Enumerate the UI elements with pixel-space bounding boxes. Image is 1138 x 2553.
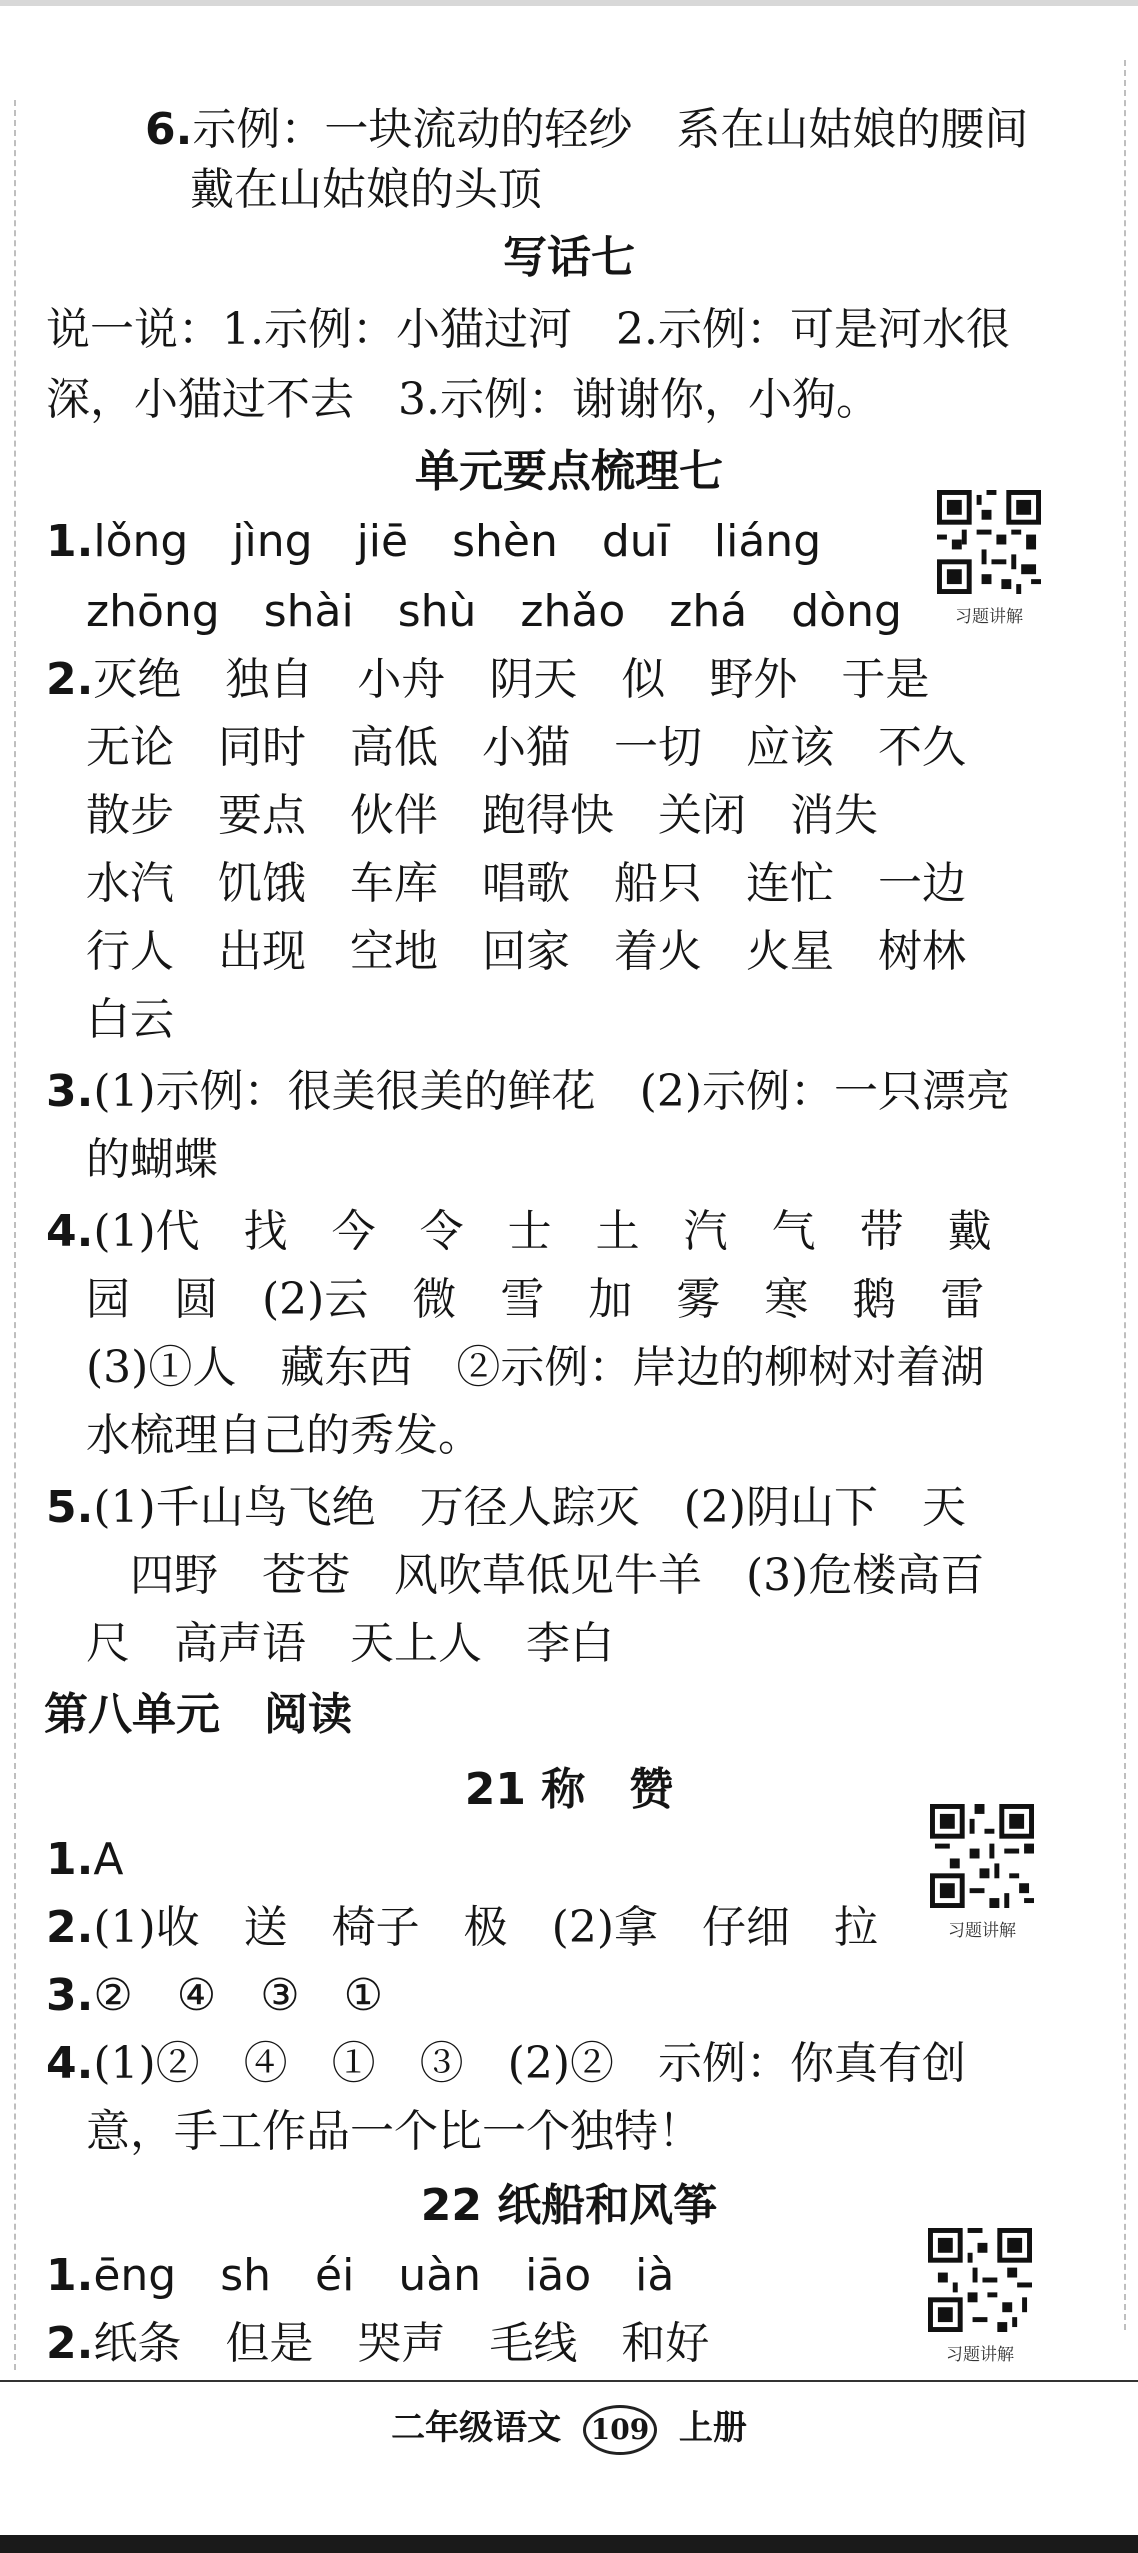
answer-line: 水汽 饥饿 车库 唱歌 船只 连忙 一边 <box>86 858 966 909</box>
right-dashed-border <box>1124 60 1126 2330</box>
answer-line: 2.灭绝 独自 小舟 阴天 似 野外 于是 <box>46 654 930 705</box>
pinyin-line: 1.ēng sh éi uàn iāo ià <box>46 2250 675 2301</box>
answer-line: 说一说：1.示例：小猫过河 2.示例：可是河水很 <box>46 304 1010 355</box>
answer-line: 尺 高声语 天上人 李白 <box>86 1618 614 1669</box>
answer-line: 散步 要点 伙伴 跑得快 关闭 消失 <box>86 790 878 841</box>
answer-line: 5.(1)千山鸟飞绝 万径人踪灭 (2)阴山下 天 <box>46 1482 966 1533</box>
qr-caption: 习题讲解 <box>946 2345 1014 2365</box>
answer-line: 行人 出现 空地 回家 着火 火星 树林 <box>86 926 966 977</box>
answer-line: 2.(1)收 送 椅子 极 (2)拿 仔细 拉 <box>46 1902 878 1953</box>
qr-caption: 习题讲解 <box>948 1921 1016 1941</box>
section-heading: 写话七 <box>503 232 635 283</box>
footer-subject: 二年级语文 <box>391 2408 562 2448</box>
top-edge <box>0 0 1138 6</box>
answer-line: 3.② ④ ③ ① <box>46 1970 384 2021</box>
page-number: 109 <box>583 2405 657 2455</box>
pinyin-line: 1.lǒng jìng jiē shèn duī liáng <box>46 516 822 567</box>
footer-volume: 上册 <box>678 2408 747 2448</box>
page-footer <box>0 2400 1138 2455</box>
answer-line: 意，手工作品一个比一个独特！ <box>86 2106 702 2157</box>
qr-code-icon[interactable] <box>926 2228 1034 2332</box>
qr-code-icon[interactable] <box>935 490 1043 594</box>
section-heading: 单元要点梳理七 <box>415 446 723 497</box>
bottom-edge <box>0 2535 1138 2553</box>
answer-line: 1.A <box>46 1834 124 1885</box>
footer-rule <box>0 2380 1138 2382</box>
answer-line: 深，小猫过不去 3.示例：谢谢你，小狗。 <box>46 374 880 425</box>
answer-line: 戴在山姑娘的头顶 <box>190 164 542 215</box>
unit-heading: 第八单元 阅读 <box>44 1689 352 1740</box>
answer-line: (3)①人 藏东西 ②示例：岸边的柳树对着湖 <box>86 1342 985 1393</box>
pinyin-line: zhōng shài shù zhǎo zhá dòng <box>86 586 902 637</box>
answer-line: 6.示例：一块流动的轻纱 系在山姑娘的腰间 <box>145 104 1029 155</box>
answer-line: 的蝴蝶 <box>86 1134 218 1185</box>
answer-line: 2.纸条 但是 哭声 毛线 和好 <box>46 2318 710 2369</box>
answer-line: 四野 苍苍 风吹草低见牛羊 (3)危楼高百 <box>130 1550 985 1601</box>
qr-code-icon[interactable] <box>928 1804 1036 1908</box>
answer-line: 园 圆 (2)云 微 雪 加 雾 寒 鹅 雷 <box>86 1274 985 1325</box>
answer-line: 3.(1)示例：很美很美的鲜花 (2)示例：一只漂亮 <box>46 1066 1010 1117</box>
qr-caption: 习题讲解 <box>955 607 1023 627</box>
lesson-heading: 21 称 赞 <box>464 1764 674 1815</box>
answer-line: 白云 <box>86 994 174 1045</box>
answer-line: 无论 同时 高低 小猫 一切 应该 不久 <box>86 722 966 773</box>
answer-line: 4.(1)② ④ ① ③ (2)② 示例：你真有创 <box>46 2038 966 2089</box>
answer-line: 4.(1)代 找 今 令 士 土 汽 气 带 戴 <box>46 1206 992 1257</box>
answer-line: 水梳理自己的秀发。 <box>86 1410 482 1461</box>
left-dashed-border <box>14 100 16 2370</box>
lesson-heading: 22 纸船和风筝 <box>420 2180 718 2231</box>
